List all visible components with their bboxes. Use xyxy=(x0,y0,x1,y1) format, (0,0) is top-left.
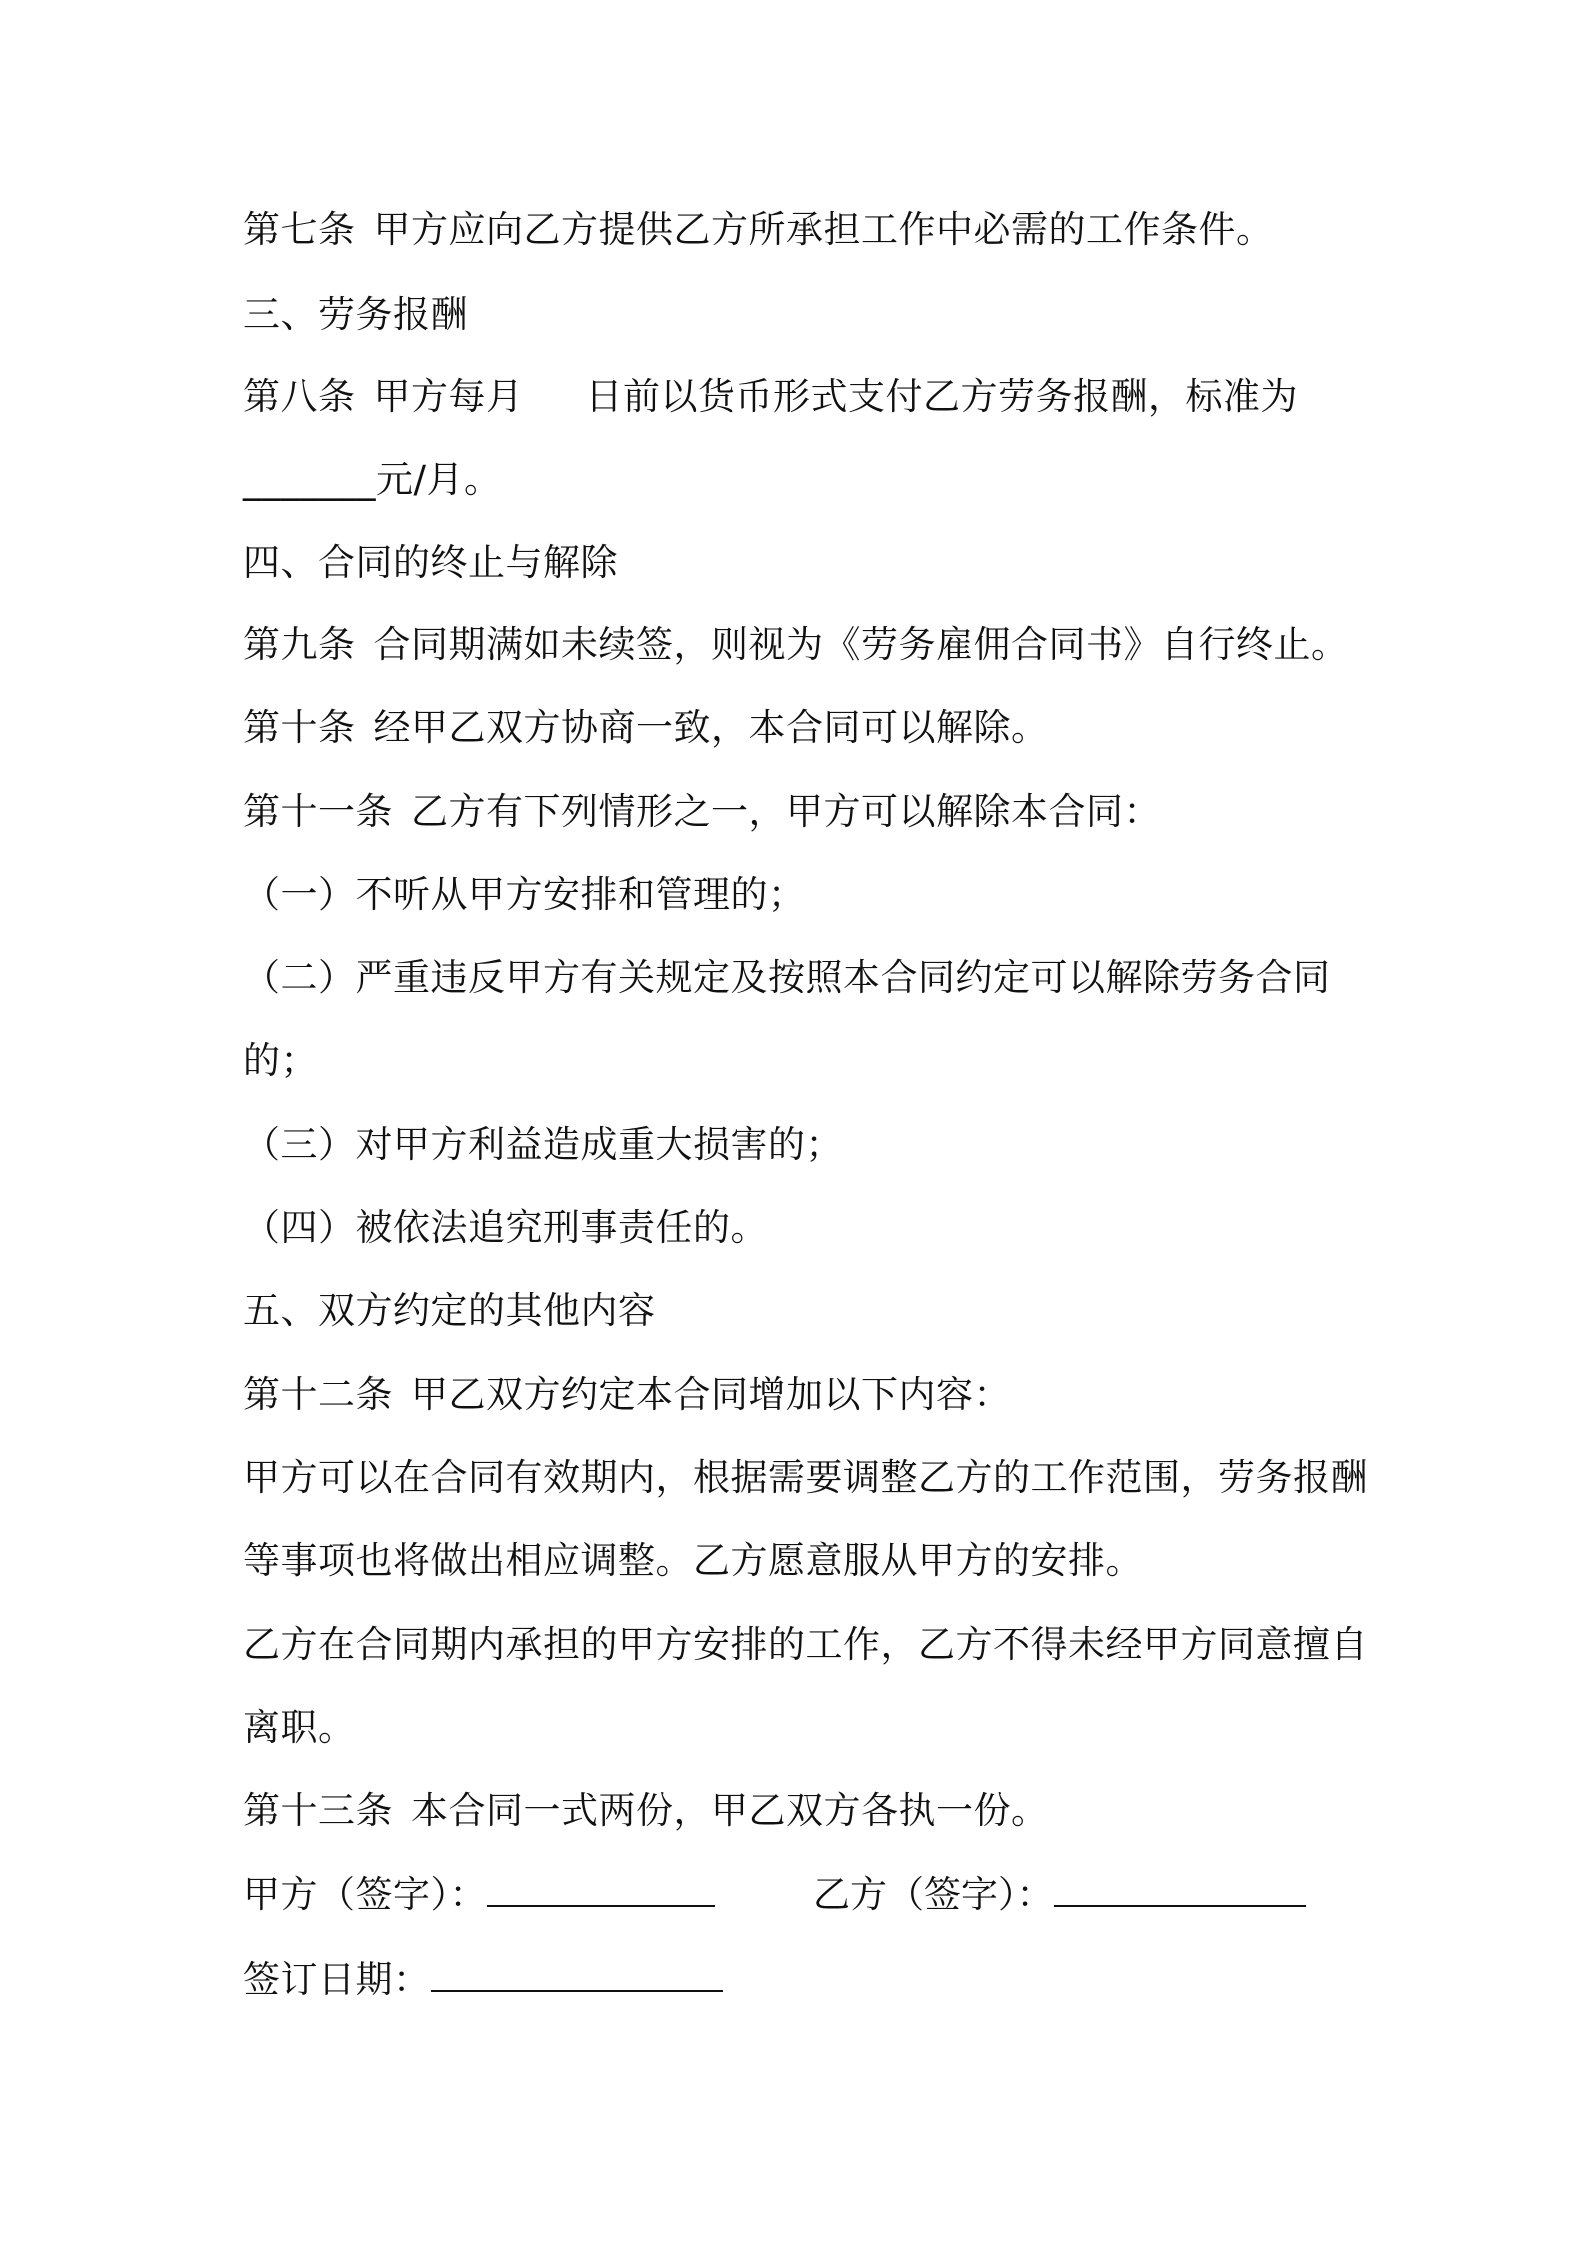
article-13 xyxy=(243,1786,1049,1836)
party-b-label: 乙方（签字）： xyxy=(813,1873,1054,1916)
party-b-signature xyxy=(813,1870,1306,1920)
section-4-heading: 四、合同的终止与解除 xyxy=(243,541,618,584)
party-a-signature xyxy=(243,1870,715,1920)
list-item: （一）不听从甲方安排和管理的； xyxy=(243,873,806,916)
paragraph-line: 离职。 xyxy=(243,1706,356,1749)
party-a-signature-line xyxy=(487,1875,715,1907)
article-label: 第十二条 xyxy=(243,1373,393,1416)
article-text: 日前以货币形式支付乙方劳务报酬，标准为 xyxy=(585,375,1298,418)
article-12 xyxy=(243,1370,1011,1420)
sign-date xyxy=(243,1955,723,2005)
section-3-heading: 三、劳务报酬 xyxy=(243,293,468,336)
article-label: 第十条 xyxy=(243,706,356,749)
article-label: 第七条 xyxy=(243,208,356,251)
party-b-signature-line xyxy=(1054,1875,1306,1907)
list-item: （三）对甲方利益造成重大损害的； xyxy=(243,1123,843,1166)
list-item: （二）严重违反甲方有关规定及按照本合同约定可以解除劳务合同 xyxy=(243,956,1331,999)
amount-blank: _______ xyxy=(243,458,376,501)
article-8 xyxy=(243,372,1298,422)
article-label: 第十一条 xyxy=(243,790,393,833)
article-text: 本合同一式两份，甲乙双方各执一份。 xyxy=(411,1789,1049,1832)
article-7 xyxy=(243,205,1274,255)
paragraph-line: 等事项也将做出相应调整。乙方愿意服从甲方的安排。 xyxy=(243,1539,1143,1582)
article-text: 合同期满如未续签，则视为《劳务雇佣合同书》自行终止。 xyxy=(373,623,1349,666)
section-5-heading: 五、双方约定的其他内容 xyxy=(243,1289,656,1332)
article-9 xyxy=(243,620,1349,670)
article-text: 乙方有下列情形之一，甲方可以解除本合同： xyxy=(411,790,1161,833)
list-item-continued: 的； xyxy=(243,1039,318,1082)
sign-date-label: 签订日期： xyxy=(243,1958,431,2001)
article-text: 经甲乙双方协商一致，本合同可以解除。 xyxy=(373,706,1049,749)
article-label: 第八条 xyxy=(243,375,356,418)
article-text: 甲方应向乙方提供乙方所承担工作中必需的工作条件。 xyxy=(373,208,1274,251)
article-text: 甲方每月 xyxy=(373,375,524,418)
list-item: （四）被依法追究刑事责任的。 xyxy=(243,1206,768,1249)
paragraph-line: 甲方可以在合同有效期内，根据需要调整乙方的工作范围，劳务报酬 xyxy=(243,1456,1368,1499)
party-a-label: 甲方（签字）： xyxy=(243,1873,487,1916)
article-label: 第九条 xyxy=(243,623,356,666)
article-label: 第十三条 xyxy=(243,1789,393,1832)
article-10 xyxy=(243,703,1049,753)
article-text: 甲乙双方约定本合同增加以下内容： xyxy=(411,1373,1011,1416)
sign-date-line xyxy=(431,1960,723,1992)
unit-text: 元/月。 xyxy=(376,458,502,501)
article-8-continued xyxy=(243,455,501,505)
paragraph-line: 乙方在合同期内承担的甲方安排的工作，乙方不得未经甲方同意擅自 xyxy=(243,1623,1368,1666)
article-11 xyxy=(243,787,1161,837)
